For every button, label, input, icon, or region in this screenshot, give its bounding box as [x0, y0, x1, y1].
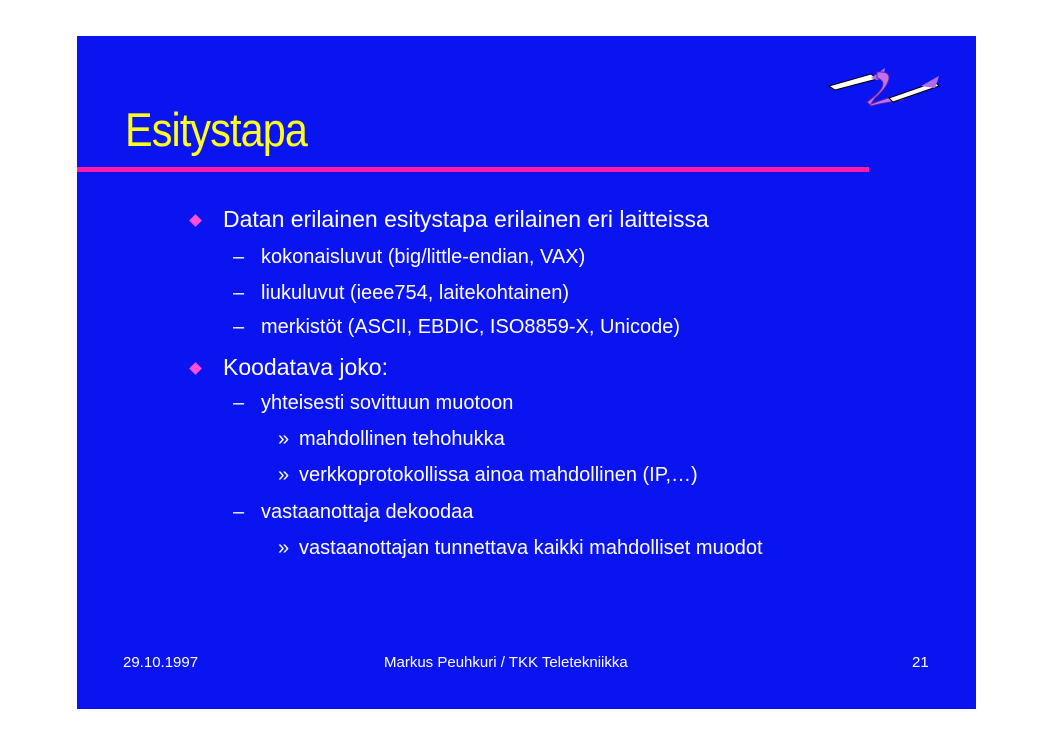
footer-author: Markus Peuhkuri / TKK Teletekniikka — [384, 654, 628, 671]
dash-icon: – — [233, 316, 245, 338]
title-underline — [77, 167, 869, 172]
dash-icon: – — [233, 392, 245, 414]
tkk-zigzag-logo-icon — [827, 64, 942, 114]
bullet-2-sub-2-item-1: vastaanottajan tunnettava kaikki mahdolliset muodot — [299, 537, 763, 559]
dash-icon: – — [233, 282, 245, 304]
footer-date: 29.10.1997 — [123, 654, 199, 671]
raquo-icon: » — [278, 428, 290, 450]
bullet-1-sub-3: merkistöt (ASCII, EBDIC, ISO8859-X, Unicode) — [261, 316, 681, 338]
slide — [77, 36, 976, 709]
dash-icon: – — [233, 501, 245, 523]
bullet-1-sub-1: kokonaisluvut (big/little-endian, VAX) — [261, 246, 586, 268]
bullet-2-text: Koodatava joko: — [223, 354, 388, 380]
dash-icon: – — [233, 246, 245, 268]
raquo-icon: » — [278, 537, 290, 559]
bullet-2-sub-1-item-2: verkkoprotokollissa ainoa mahdollinen (IP,…) — [299, 464, 698, 486]
bullet-1-sub-2: liukuluvut (ieee754, laitekohtainen) — [261, 282, 569, 304]
bullet-2-sub-1-item-1: mahdollinen tehohukka — [299, 428, 505, 450]
raquo-icon: » — [278, 464, 290, 486]
bullet-2-sub-1: yhteisesti sovittuun muotoon — [261, 392, 514, 414]
diamond-bullet-icon — [189, 362, 202, 375]
footer-page-number: 21 — [912, 654, 929, 671]
diamond-bullet-icon — [189, 214, 202, 227]
bullet-1-text: Datan erilainen esitystapa erilainen eri laitteissa — [223, 206, 709, 232]
slide-title: Esitystapa — [125, 103, 308, 156]
bullet-2-sub-2: vastaanottaja dekoodaa — [261, 501, 474, 523]
